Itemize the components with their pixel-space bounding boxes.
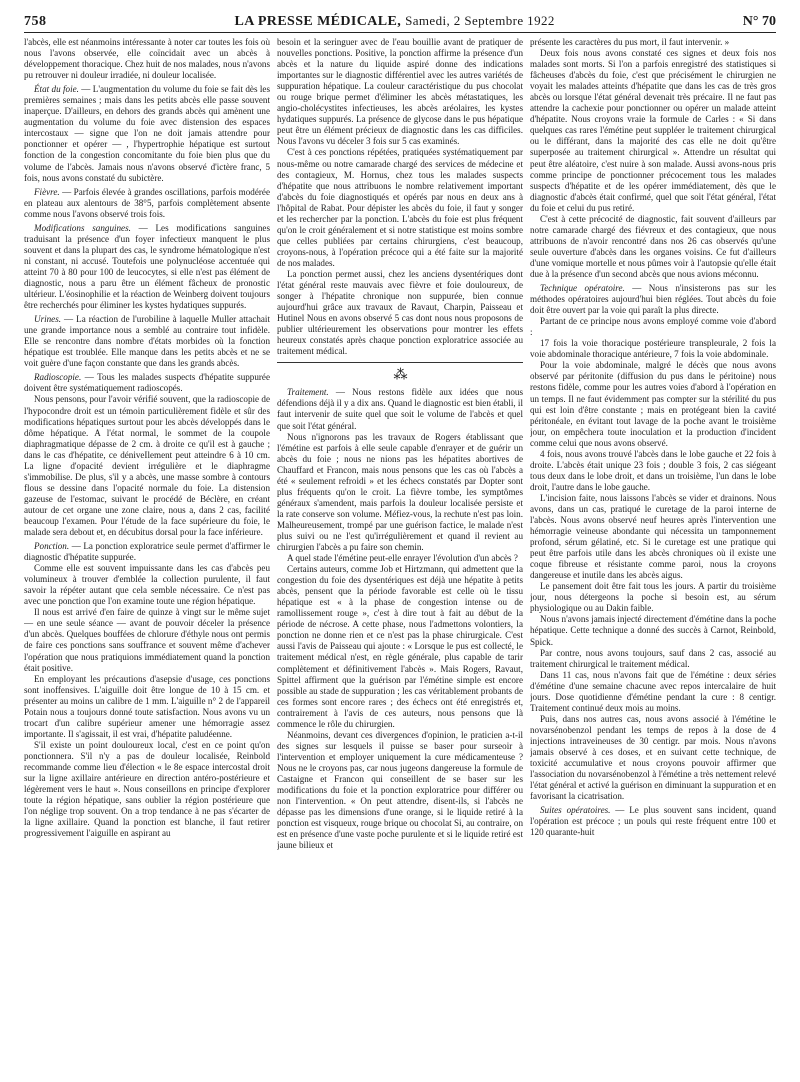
text-columns [24,37,776,1073]
paragraph [277,387,523,431]
paragraph: Néanmoins, devant ces divergences d'opinion, le praticien a-t-il des signes sur lesquels il puisse se baser pour surseoir à l'intervention et employer uniquement la cure médicamenteuse ? Nous ne le croyons pas, car nous jugeons dangereuse la formule de Castaigne et Francon qui conseillent de se baser sur les modifications du foie et la ponction exploratrice pour différer ou non l'intervention. « On peut attendre, disent-ils, si l'abcès ne dépasse pas les dimensions d'une orange, si le liquide retiré à la ponction est visqueux, rouge brique ou chocolat Si, au contraire, on est en présence d'une vaste poche purulente et si le liquide retiré est jaune bilieux et [277,729,523,851]
paragraph: Nous pensons, pour l'avoir vérifié souvent, que la radioscopie de l'hypocondre droit est un témoin particulièrement fidèle et sûr des modifications hépatiques surtout pour les abcès développés dans le dôme hépatique. A l'état normal, le sommet de la coupole diaphragmatique dépasse de 2 cm. à droite ce qu'il est à gauche ; dans le cas d'hépatite, ce déniveIlement peut atteindre 6 à 10 cm. La ligne d'opacité devient irrégulière et le diaphragme s'immobilise. De plus, s'il y a abcès, une masse sombre à contours flous se dessine dans l'opacité normale du foie. La distension gazeuse de l'estomac, suivant le procédé de Béclère, en créant autour de cet organe une zone claire, nous a, dans 2 cas, facilité beaucoup l'examen. Pour l'étude de la face supérieure du foie, le malade sera debout et, en décubitus dorsal pour la face inférieure. [24,394,270,538]
section-lead: Fièvre. [34,186,60,197]
page-header [24,8,776,33]
paragraph [24,372,270,394]
section-lead: Suites opératoires. [540,805,611,816]
journal-name: LA PRESSE MÉDICALE, [234,14,402,29]
section-lead: Modifications sanguines. [34,222,131,233]
paragraph: S'il existe un point douloureux local, c'est en ce point qu'on ponctionnera. S'il n'y a pas de douleur localisée, Reinbold recommande comme lieu d'élection « le 8e espace intercostal droit sur la ligne axillaire antérieure en direction antéro-postérieure et légèrement vers le haut ». Nous conseillons en principe d'explorer toute la région hépatique, sans oublier la région postérieure que l'on néglige trop souvent. On a trop tendance à ne pas s'écarter de la ligne axillaire. Quand la ponction est blanche, il faut retirer progressivement l'aiguille en aspirant au [24,739,270,839]
paragraph: Il nous est arrivé d'en faire de quinze à vingt sur le même sujet — en une seule séance — avant de pouvoir déceler la présence d'un abcès. Quelques bouffées de chlorure d'éthyle nous ont permis de faire ces ponctions sans souffrance et souvent même d'achever l'opération que nous pratiquions immédiatement quand la ponction était positive. [24,607,270,673]
section-lead: Urines. [34,314,62,325]
paragraph: présente les caractères du pus mort, il faut intervenir. » [530,37,730,47]
paragraph: Certains auteurs, comme Job et Hirtzmann, qui admettent que la congestion du foie des dysentériques est déjà une hépatite à petits abcès, pensent que la période favorable est celle où le tissu hépatique est « à la phase de congestion intense ou de ramollissement rouge », c'est à dire tout à fait au début de la période de nécrose. A cette phase, nous l'admettons volontiers, la ponction ne donne rien et ce n'est pas la phase chirurgicale. C'est aussi l'avis de Paisseau qui ajoute : « Lorsque le pus est collecté, le traitement médical n'est, en règle générale, plus capable de tarir complètement et définitivement l'abcès ». Mais Rogers, Ravaut, Spittel affirment que la guérison par l'émétine simple est encore possible au stade de suppuration ; les cas véritablement probants de ces formes sont encore rares ; des échecs ont été enregistrés et, contrairement à l'avis de ces auteurs, nous pensons que là commence le rôle du chirurgien. [277,564,523,729]
paragraph: Dans 11 cas, nous n'avons fait que de l'émétine : deux séries d'émétine d'une semaine chacune avec repos intercalaire de huit jours. Dose quotidienne d'émétine pendant la cure : 8 centigr. Traitement continué deux mois au moins. [530,669,776,713]
section-lead: Ponction. [34,541,70,552]
running-title [234,13,554,30]
paragraph: 4 fois, nous avons trouvé l'abcès dans le lobe gauche et 22 fois à droite. L'abcès était unique 23 fois ; double 3 fois, 2 cas siégeant tous deux dans le lobe droit, et dans un troisième, l'un dans le lobe droit, l'autre dans le lobe gauche. [530,448,776,492]
paragraph: C'est à ces ponctions répétées, pratiquées systématiquement par nous-même ou notre camarade chargé des services de médecine et des contagieux, M. Hornus, chez tous les malades suspects d'hépatite que nous attribuons le nombre relativement important d'abcès du foie diagnostiqués et opérés par nous en deux ans à l'hôpital de Rabat. Pour dépister les abcès du foie, il faut y songer et les rechercher par la ponction. L'abcès du foie est plus fréquent qu'on le croit généralement et si notre statistique est moins sombre que celles publiées par certains chirurgiens, c'est beaucoup, croyons-nous, à l'opération précoce qui a été faite sur la majorité de nos malades. [277,147,523,268]
paragraph: Deux fois nous avons constaté ces signes et deux fois nos malades sont morts. Si l'on a parfois enregistré des statistiques si fâcheuses d'abcès du foie, c'est que précisément le chirurgien ne voyait les malades atteints d'hépatite que dans les cas de très gros abcès ou lorsque l'état général devenait très précaire. Il ne faut pas attendre la cachexie pour ponctionner ou opérer un malade atteint d'hépatite. Nous croyons vraie la formule de Carles : « Si dans quelques cas rares l'émétine peut suppléer le traitement chirurgical ou le différant, dans la majorité des cas elle ne doit qu'être superposée au traitement chirurgical ». Attendre un résultat qui peut être aléatoire, c'est nuire à son malade. Aussi avons-nous pris comme principe de ponctionner précocement tous les malades suspects d'hépatite et de les opérer immédiatement, dès que le diagnostic d'abcès était confirmé, quel que soit l'état général, l'état du foie et celui du pus retiré. [530,48,776,213]
paragraph-text: — Le plus souvent sans incident, quand l'opération est précoce ; un pouls qui reste fréquent entre 100 et 120 quarante-huit [530,805,776,838]
paragraph: l'abcès, elle est néanmoins intéressante à noter car toutes les fois où nous l'avons observée, elle coïncidait avec un abcès à développement thoracique. Chez huit de nos malades, nous n'avons pu retrouver ni douleur irradiée, ni douleur localisée. [24,37,270,81]
paragraph [24,541,270,563]
section-lead: Radioscopie. [34,372,82,383]
paragraph: En employant les précautions d'asepsie d'usage, ces ponctions sont inoffensives. L'aiguille doit être longue de 10 à 15 cm. et présenter au moins un calibre de 1 mm. L'aiguille n° 2 de l'appareil Potain nous a toujours donné toute satisfaction. Nous avons vu un trocart d'un calibre supérieur amener une hémorragie assez importante. Il s'agissait, il est vrai, d'hépatite paludéenne. [24,673,270,739]
divider [277,362,523,363]
paragraph [530,283,776,316]
paragraph [24,187,270,220]
section-lead: Traitement. [287,387,329,398]
column-left [24,37,270,1073]
paragraph: La ponction permet aussi, chez les anciens dysentériques dont l'état général reste mauvais avec fièvre et foie douloureux, de songer à l'hépatite chronique non suppurée, bien connue aujourd'hui grâce aux travaux de Ravaut, Charpin, Paisseau et Hutinel Nous en avons observé 5 cas dont nous nous proposons de publier ultérieurement les observations pour montrer les effets heureux constatés après chaque ponction exploratrice associée au traitement médical. [277,268,523,357]
issue-number: N° 70 [742,14,776,29]
paragraph: Puis, dans nos autres cas, nous avons associé à l'émétine le novarsénobenzol pendant les temps de repos à la dose de 4 injections intraveineuses de 30 centigr. par mois. Nous n'avons jamais observé à ces doses, et en suivant cette technique, de toxicité accumulative et nous croyons pouvoir affirmer que l'association du novarsénobenzol à l'émétine a très nettement relevé l'état général et activé la guérison en diminuant la suppuration et en favorisant la cicatrisation. [530,713,776,802]
paragraph: 17 fois la voie thoracique postérieure transpleurale, 2 fois la voie abdominale thoracique antérieure, 7 fois la voie abdominale. [530,338,776,360]
paragraph-text: — Nous restons fidèle aux idées que nous défendions déjà il y a dix ans. Quand le diagnostic est bien établi, il faut intervenir de suite quel que soit le volume de l'abcès et quel que soit l'état général. [277,387,523,431]
paragraph-text: — Parfois élevée à grandes oscillations, parfois modérée en plateau aux alentours de 38°5, parfois complètement absente comme nous l'avons observé trois fois. [24,186,270,219]
paragraph: A quel stade l'émétine peut-elle enrayer l'évolution d'un abcès ? [287,553,518,564]
column-right [530,37,776,1073]
paragraph: Nous n'avons jamais injecté directement d'émétine dans la poche hépatique. Cette technique a donné des succès à Carnot, Reinbold, Spick. [530,614,776,647]
paragraph-text: — Nous n'insisterons pas sur les méthodes opératoires aujourd'hui bien réglées. Tout abcès du foie doit être ouvert par la voie qui paraît la plus directe. [530,283,776,316]
page-number: 758 [24,14,47,29]
paragraph: Par contre, nous avons toujours, sauf dans 2 cas, associé au traitement chirurgical le traitement médical. [530,647,776,669]
paragraph-text: — La ponction exploratrice seule permet d'affirmer le diagnostic d'hépatite suppurée. [24,541,270,563]
paragraph-text: — La réaction de l'urobiline à laquelle Muller attachait une grande importance nous a semblé au contraire tout infidèle. Elle se rencontre dans nombre d'états morbides où la fonction hépatique est troublée. Elle manque dans les petits abcès et ne se voit guère d'une façon constante que dans les grands abcès. [24,314,270,369]
paragraph: L'incision faite, nous laissons l'abcès se vider et drainons. Nous avons, dans un cas, pratiqué le curetage de la paroi interne de l'abcès. Nous avons observé neuf heures après l'intervention une hémorragie veineuse abondante qui nécessita un tamponnement profond, sérum gélatiné, etc. Si le curetage est une pratique qui peut être parfois utile dans les abcès chroniques où il existe une coque fibreuse et résistante comme paroi, nous la croyons dangereuse et inutile dans les abcès aigus. [530,492,776,581]
paragraph: besoin et la seringuer avec de l'eau bouillie avant de pratiquer de nouvelles ponctions. Positive, la ponction affirme la présence d'un abcès et la nature du liquide aspiré donne des indications importantes sur le diagnostic différentiel avec les autres variétés de suppuration hépatique. La couleur caractéristique du pus chocolat ou rouge brique permet d'éliminer les abcès métastatiques, les angio-cholécystites infectieuses, les abcès aréolaires, les kystes hydatiques suppurés. La présence de glycose dans le pus hépatique peut être un élément précieux de diagnostic dans les cas difficiles. Nous l'avons vu déceler 3 fois sur 5 cas examinés. [277,37,523,147]
paragraph [24,223,270,311]
section-lead: État du foie. [34,84,79,95]
paragraph [530,805,776,838]
paragraph-text: — L'augmentation du volume du foie se fait dès les premières semaines ; mais dans les petits abcès elle passe souvent inaperçue. D'ailleurs, en dehors des grands abcès qui amènent une augmentation du volume du foie avec distension des espaces intercostaux — signe que l'on ne doit jamais attendre pour ponctionner et opérer — , l'hypertrophie hépatique est surtout fonction de la congestion concomitante du foie bien plus que du volume de l'abcès. Jamais nous n'avons observé d'ictère franc, 5 fois, nous avons constaté du subictère. [24,84,270,183]
paragraph: Comme elle est souvent impuissante dans les cas d'abcès peu volumineux à trouver d'emblée la collection purulente, il faut savoir la répéter autant que cela semble nécessaire. Ce n'est pas avec une ponction que l'on examine toute une région hépatique. [24,563,270,607]
paragraph-text: — Les modifications sanguines traduisant la présence d'un foyer infectieux manquent le plus souvent et dans la plupart des cas, le syndrome hématologique n'est ni constant, ni accusé. Toutefois une polynucléose accentuée qui atteint 70 à 80 pour 100 de leucocytes, si elle n'est pas élément de diagnostic, nous a paru être un élément fâcheux de pronostic ultérieur. L'éosinophilie et la réaction de Weinberg doivent toujours être recherchés pour éliminer les kystes hydatiques suppurés. [24,222,270,311]
paragraph-text: — Tous les malades suspects d'hépatite suppurée doivent être systématiquement radioscopés. [24,372,270,394]
section-lead: Technique opératoire. [540,283,625,294]
paragraph: Partant de ce principe nous avons employé comme voie d'abord : [530,316,776,338]
paragraph [24,314,270,369]
paragraph: C'est à cette précocité de diagnostic, fait souvent d'ailleurs par notre camarade chargé des fiévreux et des contagieux, que nous attribuons de n'avoir rencontré dans nos 26 cas observés qu'une seule ouverture d'abcès dans les organes voisins. Ce fut d'ailleurs d'une vomique mortelle et nous pûmes voir à l'autopsie qu'elle était due à la présence d'un second abcès que nous avions méconnu. [530,213,776,279]
issue-date: Samedi, 2 Septembre 1922 [405,13,555,28]
paragraph [24,84,270,183]
paragraph: Le pansement doit être fait tous les jours. A partir du troisième jour, nous détergeons la poche si besoin est, au sérum physiologique ou au Dakin faible. [530,581,776,614]
asterism-separator: ⁂ [393,368,407,384]
paragraph: Pour la voie abdominale, malgré le décès que nous avons observé par péritonite (diffusion du pus dans le péritoine) nous restons fidèle, comme pour les autres voies d'abord à l'opération en un temps. Il ne faut évidemment pas compter sur la stérilité du pus qui est loin d'être constante ; mais en protégeant bien la cavité péritonéale, en évitant tout lavage de la poche avant le troisième jour, on empêchera toute inoculation et la production d'incident comme celui que nous avons observé. [530,360,776,448]
column-middle [277,37,523,1073]
paragraph: Nous n'ignorons pas les travaux de Rogers établissant que l'émétine est parfois à elle seule capable d'enrayer et de guérir un abcès du foie ; nous ne nions pas les hépatites abortives de Chauffard et Francon, mais nous pensons que les cas où l'abcès a été « seulement refroidi » et les échecs constatés par Dopter sont plus fréquents qu'on le croit. La fièvre tombe, les symptômes généraux s'amendent, mais parfois la douleur localisée persiste et la rate conserve son volume. Méfiez-vous, la rechute n'est pas loin. Malheureusement, trompé par une guérison factice, le malade n'est plus suivi ou ne l'est qu'irrégulièrement et quand il revient au chirurgien l'abcès a pu faire son chemin. [277,431,523,553]
